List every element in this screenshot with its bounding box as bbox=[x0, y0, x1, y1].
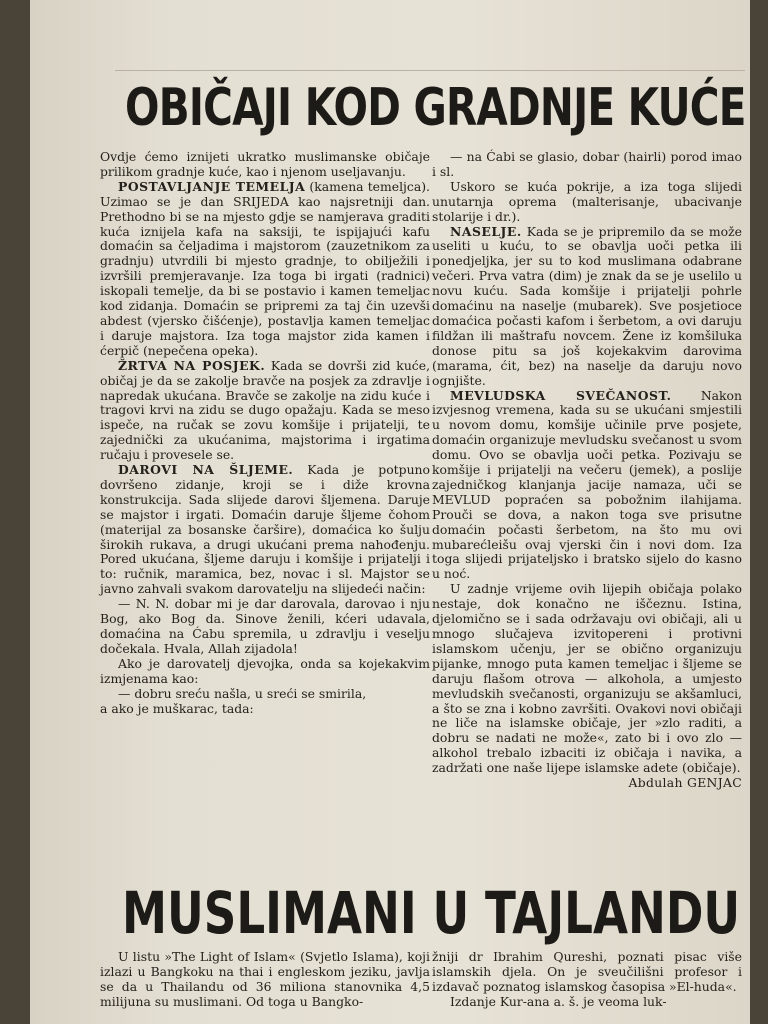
paragraph: Izdanje Kur-ana a. š. je veoma luk- bbox=[450, 993, 667, 1009]
article-headline: OBIČAJI KOD GRADNJE KUĆE bbox=[125, 78, 746, 138]
section-lead: ŽRTVA NA POSJEK. bbox=[118, 357, 266, 373]
top-rule bbox=[115, 70, 745, 71]
article-right-column bbox=[432, 150, 742, 791]
paragraph: ŽRTVA NA POSJEK. Kada se dovrši zid kuće, običaj je da se zakolje bravče na posjek za zdravlje i napredak ukućana. Bravče se zakolje na zidu kuće i tragovi krvi na zidu se dugo opažaju. Kada se meso ispeče, na ručak se zovu komšije i prijatelji, te zajednički za ukućanima, majstorima i irgatima ručaju i provesele se. bbox=[100, 357, 431, 463]
paragraph: — na Ćabi se glasio, dobar (hairli) porod imao i sl. bbox=[432, 149, 742, 179]
section-lead: NASELJE. bbox=[450, 223, 522, 239]
article-left-column bbox=[100, 150, 430, 716]
paragraph: žniji dr Ibrahim Qureshi, poznati pisac više islamskih djela. On je sveučilišni profesor i izdavač poznatog islamskog časopisa »El-huda«. bbox=[432, 949, 742, 994]
paragraph: MEVLUDSKA SVEČANOST. Nakon izvjesnog vremena, kada su se ukućani smjestili u novom domu, komšije učinile prve posjete, domaćin organizuje mevludsku svečanost u svom domu. Ovo se obavlja uoči petka. Pozivaju se komšije i prijatelji na večeru (jemek), a poslije zajedničkog klanjanja jacije namaza, uči se MEVLUD popraćen sa pobožnim ilahijama. Prouči se dova, a nakon toga sve prisutne domaćin počasti šerbetom, na što mu ovi mubarećleišu ovaj vjerski čin i novi dom. Iza toga slijedi prijateljsko i bratsko sijelo do kasno u noć. bbox=[432, 387, 742, 582]
paragraph: a ako je muškarac, tada: bbox=[100, 700, 254, 716]
paragraph: NASELJE. Kada se je pripremilo da se može useliti u kuću, to se obavlja uoči petka ili ponedjeljka, jer su to kod muslimana odabrane večeri. Prva vatra (dim) je znak da se je uselilo u novu kuću. Sada komšije i prijatelji pohrle domaćinu na naselje (mubarek). Sve posjetioce domaćica počasti kafom i šerbetom, a ovi daruju fildžan ili maštrafu novcem. Žene iz komšiluka donose pitu sa još kojekakvim darovima (marama, ćit, bez) na naselje da daruju novo ognjište. bbox=[432, 223, 742, 388]
paragraph: Ako je darovatelj djevojka, onda sa kojekakvim izmjenama kao: bbox=[100, 655, 430, 686]
section-lead: MEVLUDSKA SVEČANOST. bbox=[450, 387, 672, 403]
paragraph: — N. N. dobar mi je dar darovala, darovao i nju Bog, ako Bog da. Sinove ženili, kćeri udavala, domaćina na Ćabu spremila, u zdravlju i veselju dočekala. Hvala, Allah zijadola! bbox=[100, 596, 430, 656]
paragraph: — dobru sreću našla, u sreći se smirila, bbox=[118, 685, 367, 701]
paragraph: DAROVI NA ŠLJEME. Kada je potpuno dovršeno zidanje, kroji se i diže krovna konstrukcija. Sada slijede darovi šljemena. Daruje se majstor i irgati. Domaćin daruje šljeme čohom (materijal za bosanske čaršire), domaćica ko šulju širokih rukava, a drugi ukućani prema nahođenju. Pored ukućana, šljeme daruju i komšije i prijatelji i to: ručnik, maramica, bez, novac i sl. Majstor se javno zahvali svakom darovatelju na slijedeći način: bbox=[100, 462, 430, 597]
section-lead: POSTAVLJANJE TEMELJA bbox=[118, 178, 306, 194]
newspaper-page bbox=[30, 0, 750, 1024]
paragraph: Uskoro se kuća pokrije, a iza toga slijedi unutarnja oprema (malterisanje, ubacivanje stolarije i dr.). bbox=[432, 178, 742, 224]
second-article-right-column bbox=[432, 950, 742, 1010]
second-article-left-column bbox=[100, 950, 430, 1010]
paragraph: POSTAVLJANJE TEMELJA (kamena temeljca). Uzimao se je dan SRIJEDA kao najsretniji dan. Prethodno bi se na mjesto gdje se namjerava graditi kuća iznijela kafa na saksiji, te ispijajući kafu domaćin sa čeljadima i majstorom (zauzetnikom za gradnju) utvrdili bi mjesto gradnje, to obilježili i izvršili premjeravanje. Iza toga bi irgati (radnici) iskopali temelje, da bi se postavio i kamen temeljac kod zidanja. Domaćin se pripremi za taj čin uzevši abdest (vjersko čišćenje), postavlja kamen temeljac i daruje majstora. Iza toga majstor zida kamen i ćerpič (nepečena opeka). bbox=[100, 178, 430, 358]
paragraph: U listu »The Light of Islam« (Svjetlo Islama), koji izlazi u Bangkoku na thai i engleskom jeziku, javlja se da u Thailandu od 36 miliona stanovnika 4,5 miliјuna su muslimani. Od toga u Bangko- bbox=[100, 949, 430, 1009]
paragraph: U zadnje vrijeme ovih lijepih običaja polako nestaje, dok konačno ne iščeznu. Istina, djelomično se i sada održavaju ovi običaji, ali u mnogo slučajeva izvitopereni i protivni islamskom učenju, jer se obično organizuju pijanke, mnogo puta kamen temeljac i šljeme se daruju flašom otrova — alkohola, a umjesto mevludskih svečanosti, organizuju se akšamluci, a što se zna i kobno završiti. Ovakovi novi običaji ne liče na islamske običaje, jer »zlo raditi, a dobru se nadati ne može«, zato bi i ovo zlo — alkohol trebalo izbaciti iz običaja i navika, a zadržati one naše lijepe islamske adete (običaje). bbox=[432, 581, 742, 776]
section-lead: DAROVI NA ŠLJEME. bbox=[118, 462, 294, 478]
paragraph: Ovdje ćemo iznijeti ukratko muslimanske običaje prilikom gradnje kuće, kao i njenom useljavanju. bbox=[100, 149, 430, 179]
author-signature: Abdulah GENJAC bbox=[628, 775, 742, 791]
second-article-headline: MUSLIMANI U TAJLANDU bbox=[122, 879, 741, 947]
